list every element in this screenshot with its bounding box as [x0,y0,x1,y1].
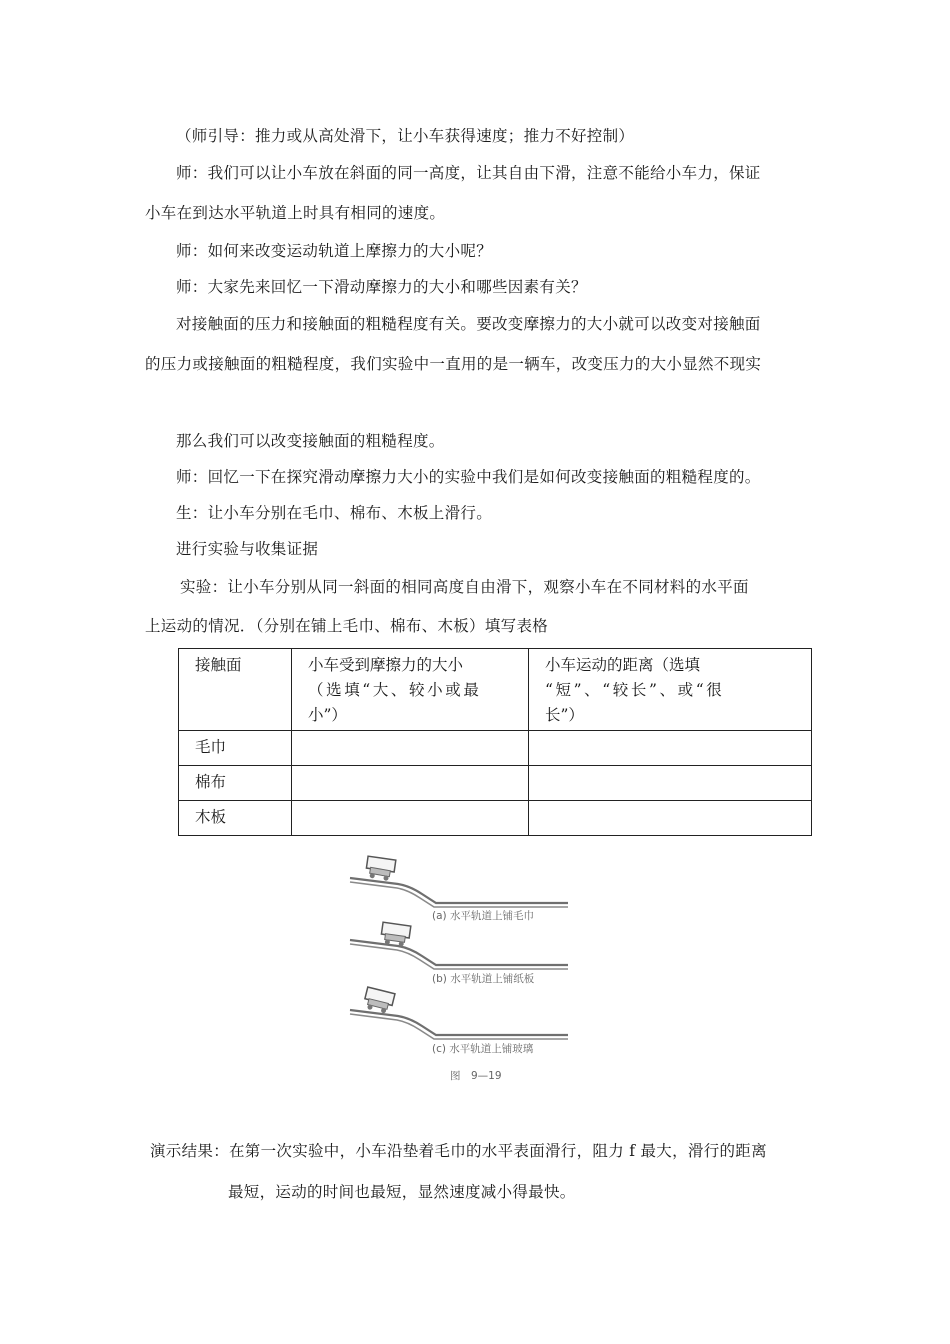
table-row [179,731,812,766]
blank-cell[interactable] [529,731,812,766]
table-row [179,801,812,836]
blank-cell[interactable] [292,801,529,836]
experiment-table [178,648,812,836]
caption-b: (b) 水平轨道上铺纸板 [432,973,535,985]
ramp-a [350,855,568,922]
paragraph: 对接触面的压力和接触面的粗糙程度有关。要改变摩擦力的大小就可以改变对接触面 [176,315,761,333]
row-label: 棉布 [179,766,292,801]
header-text: “短”、“较长”、或“很 [545,681,725,699]
header-text: 小”） [308,706,347,724]
ramp-illustration [340,852,590,1092]
paragraph: 生：让小车分别在毛巾、棉布、木板上滑行。 [176,504,493,522]
table-header-row [179,649,812,731]
header-text: （选填“大、较小或最 [308,681,482,699]
paragraph: 那么我们可以改变接触面的粗糙程度。 [176,432,445,450]
paragraph: 师：我们可以让小车放在斜面的同一高度，让其自由下滑，注意不能给小车力，保证 [176,164,761,182]
table-row [179,766,812,801]
experiment-figure [340,852,590,1092]
paragraph: 师：如何来改变运动轨道上摩擦力的大小呢？ [176,242,493,260]
ramp-b [350,922,568,985]
cart-c [363,987,395,1015]
figure-label: 图 9—19 [450,1070,502,1082]
paragraph: 师：大家先来回忆一下滑动摩擦力的大小和哪些因素有关？ [176,278,587,296]
blank-cell[interactable] [529,766,812,801]
blank-cell[interactable] [292,766,529,801]
blank-cell[interactable] [529,801,812,836]
blank-cell[interactable] [292,731,529,766]
caption-a: (a) 水平轨道上铺毛巾 [432,910,534,922]
row-label: 木板 [179,801,292,836]
header-text: 接触面 [195,656,242,674]
section-heading: 进行实验与收集证据 [176,540,319,558]
header-text: 小车受到摩擦力的大小 [308,656,464,674]
header-cell [179,649,292,731]
paragraph: 小车在到达水平轨道上时具有相同的速度。 [145,204,446,222]
result-paragraph: 演示结果：在第一次实验中，小车沿垫着毛巾的水平表面滑行，阻力 f 最大，滑行的距离 [150,1142,767,1160]
header-text: 小车运动的距离（选填 [545,656,701,674]
paragraph: 实验：让小车分别从同一斜面的相同高度自由滑下，观察小车在不同材料的水平面 [180,578,749,596]
header-cell [292,649,529,731]
paragraph: （师引导：推力或从高处滑下，让小车获得速度；推力不好控制） [176,127,635,145]
cart-a [364,855,396,882]
paragraph: 师：回忆一下在探究滑动摩擦力大小的实验中我们是如何改变接触面的粗糙程度的。 [176,468,761,486]
header-cell [529,649,812,731]
header-text: 长”） [545,706,584,724]
ramp-c [350,987,568,1055]
caption-c: (c) 水平轨道上铺玻璃 [432,1043,534,1055]
result-paragraph: 最短，运动的时间也最短，显然速度减小得最快。 [228,1183,576,1201]
paragraph: 上运动的情况．（分别在铺上毛巾、棉布、木板）填写表格 [145,617,549,635]
paragraph: 的压力或接触面的粗糙程度，我们实验中一直用的是一辆车，改变压力的大小显然不现实 [145,355,762,373]
row-label: 毛巾 [179,731,292,766]
